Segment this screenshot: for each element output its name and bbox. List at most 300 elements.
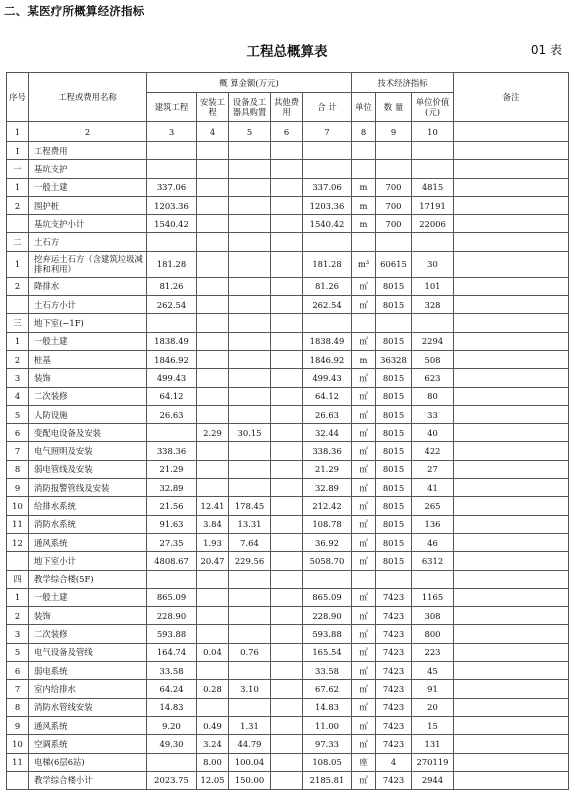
row-other (271, 277, 303, 295)
row-equipment: 13.31 (229, 515, 271, 533)
row-unit (352, 570, 376, 588)
row-construction: 1203.36 (147, 196, 197, 214)
row-install: 3.24 (197, 735, 229, 753)
row-install (197, 442, 229, 460)
row-equipment (229, 588, 271, 606)
row-install: 1.93 (197, 533, 229, 551)
row-qty: 700 (376, 178, 412, 196)
row-qty: 8015 (376, 296, 412, 314)
row-total: 2185.81 (303, 771, 352, 789)
row-total (303, 160, 352, 178)
row-equipment (229, 625, 271, 643)
row-construction: 1846.92 (147, 350, 197, 368)
row-equipment: 178.45 (229, 497, 271, 515)
table-row (7, 753, 569, 771)
row-remarks (454, 142, 569, 160)
table-row (7, 387, 569, 405)
column-number: 6 (271, 122, 303, 142)
row-total: 1540.42 (303, 215, 352, 233)
header-install: 安装工程 (197, 93, 229, 122)
row-total: 338.36 (303, 442, 352, 460)
row-equipment (229, 142, 271, 160)
row-name: 一般土建 (29, 178, 147, 196)
row-unit: ㎡ (352, 716, 376, 734)
row-construction: 181.28 (147, 251, 197, 277)
row-other (271, 442, 303, 460)
header-equipment: 设备及工器具购置 (229, 93, 271, 122)
row-other (271, 178, 303, 196)
row-qty: 8015 (376, 515, 412, 533)
row-other (271, 588, 303, 606)
row-seq: 2 (7, 196, 29, 214)
row-unit-price (412, 570, 454, 588)
row-seq: 6 (7, 424, 29, 442)
row-construction: 81.26 (147, 277, 197, 295)
row-remarks (454, 215, 569, 233)
row-equipment (229, 332, 271, 350)
row-unit-price: 6312 (412, 552, 454, 570)
row-qty (376, 160, 412, 178)
row-seq: 2 (7, 607, 29, 625)
table-row (7, 442, 569, 460)
row-unit-price: 1165 (412, 588, 454, 606)
row-install (197, 251, 229, 277)
row-unit-price (412, 314, 454, 332)
row-seq: 9 (7, 716, 29, 734)
row-name: 弱电系统 (29, 662, 147, 680)
row-remarks (454, 424, 569, 442)
row-construction: 1540.42 (147, 215, 197, 233)
row-seq: 10 (7, 735, 29, 753)
row-equipment: 1.31 (229, 716, 271, 734)
row-install (197, 178, 229, 196)
row-unit: ㎡ (352, 369, 376, 387)
row-install (197, 296, 229, 314)
row-install (197, 387, 229, 405)
row-construction (147, 424, 197, 442)
table-row (7, 497, 569, 515)
row-name: 二次装修 (29, 625, 147, 643)
row-install (197, 277, 229, 295)
row-unit (352, 142, 376, 160)
row-unit: 座 (352, 753, 376, 771)
row-unit: ㎡ (352, 460, 376, 478)
table-row (7, 369, 569, 387)
row-install (197, 160, 229, 178)
row-other (271, 643, 303, 661)
row-qty: 8015 (376, 369, 412, 387)
row-remarks (454, 369, 569, 387)
row-other (271, 387, 303, 405)
row-other (271, 662, 303, 680)
row-other (271, 753, 303, 771)
row-total: 181.28 (303, 251, 352, 277)
row-equipment: 7.64 (229, 533, 271, 551)
row-unit: ㎡ (352, 277, 376, 295)
row-qty: 7423 (376, 771, 412, 789)
row-construction (147, 233, 197, 251)
row-unit-price: 623 (412, 369, 454, 387)
row-equipment (229, 178, 271, 196)
table-row (7, 196, 569, 214)
row-remarks (454, 196, 569, 214)
row-seq: 9 (7, 479, 29, 497)
column-number: 9 (376, 122, 412, 142)
row-seq: 5 (7, 643, 29, 661)
row-total: 32.44 (303, 424, 352, 442)
row-total: 593.88 (303, 625, 352, 643)
row-total: 97.33 (303, 735, 352, 753)
row-unit-price: 2944 (412, 771, 454, 789)
row-remarks (454, 442, 569, 460)
row-install: 0.49 (197, 716, 229, 734)
row-other (271, 251, 303, 277)
table-row (7, 178, 569, 196)
table-row (7, 662, 569, 680)
row-remarks (454, 716, 569, 734)
table-row (7, 570, 569, 588)
row-remarks (454, 515, 569, 533)
row-qty: 8015 (376, 479, 412, 497)
table-row (7, 160, 569, 178)
row-unit-price: 30 (412, 251, 454, 277)
row-qty (376, 233, 412, 251)
row-total: 1203.36 (303, 196, 352, 214)
column-number: 2 (29, 122, 147, 142)
row-qty: 36328 (376, 350, 412, 368)
row-seq: 1 (7, 251, 29, 277)
table-row (7, 607, 569, 625)
row-other (271, 497, 303, 515)
row-remarks (454, 753, 569, 771)
row-remarks (454, 680, 569, 698)
row-total (303, 314, 352, 332)
row-other (271, 233, 303, 251)
row-construction: 262.54 (147, 296, 197, 314)
row-qty: 60615 (376, 251, 412, 277)
row-name: 地下室小计 (29, 552, 147, 570)
row-equipment (229, 296, 271, 314)
row-unit-price (412, 160, 454, 178)
row-total: 21.29 (303, 460, 352, 478)
row-install (197, 233, 229, 251)
table-row (7, 405, 569, 423)
row-equipment: 0.76 (229, 643, 271, 661)
row-other (271, 625, 303, 643)
row-name: 二次装修 (29, 387, 147, 405)
row-construction (147, 314, 197, 332)
row-remarks (454, 160, 569, 178)
header-construction: 建筑工程 (147, 93, 197, 122)
row-remarks (454, 350, 569, 368)
row-total: 212.42 (303, 497, 352, 515)
row-unit-price: 17191 (412, 196, 454, 214)
row-remarks (454, 479, 569, 497)
row-qty: 8015 (376, 552, 412, 570)
table-row (7, 552, 569, 570)
row-construction: 33.58 (147, 662, 197, 680)
row-equipment (229, 251, 271, 277)
row-qty: 7423 (376, 588, 412, 606)
table-row (7, 515, 569, 533)
row-construction: 164.74 (147, 643, 197, 661)
row-unit-price: 422 (412, 442, 454, 460)
row-install (197, 698, 229, 716)
table-row (7, 215, 569, 233)
row-qty: 8015 (376, 387, 412, 405)
row-name: 空调系统 (29, 735, 147, 753)
row-total: 5058.70 (303, 552, 352, 570)
row-install: 8.00 (197, 753, 229, 771)
row-seq: 6 (7, 662, 29, 680)
row-install (197, 479, 229, 497)
header-remarks: 备注 (454, 73, 569, 122)
row-unit-price: 40 (412, 424, 454, 442)
row-unit: ㎡ (352, 533, 376, 551)
row-install: 3.84 (197, 515, 229, 533)
row-construction: 64.24 (147, 680, 197, 698)
row-install (197, 570, 229, 588)
column-number-row (7, 122, 569, 142)
row-remarks (454, 735, 569, 753)
row-unit-price: 80 (412, 387, 454, 405)
row-equipment: 150.00 (229, 771, 271, 789)
row-seq: 2 (7, 350, 29, 368)
row-unit: ㎡ (352, 442, 376, 460)
row-name: 变配电设备及安装 (29, 424, 147, 442)
row-unit: ㎡ (352, 387, 376, 405)
row-install: 0.28 (197, 680, 229, 698)
row-seq: 11 (7, 515, 29, 533)
row-construction: 49.30 (147, 735, 197, 753)
row-construction: 14.83 (147, 698, 197, 716)
row-other (271, 160, 303, 178)
header-unit: 单位 (352, 93, 376, 122)
row-seq: 1 (7, 588, 29, 606)
row-seq (7, 552, 29, 570)
row-remarks (454, 533, 569, 551)
row-total: 337.06 (303, 178, 352, 196)
table-row (7, 479, 569, 497)
row-other (271, 607, 303, 625)
row-name: 装饰 (29, 607, 147, 625)
row-qty: 7423 (376, 643, 412, 661)
row-equipment (229, 570, 271, 588)
row-name: 挖弃运土石方（含建筑垃圾减排和利用） (29, 251, 147, 277)
row-construction: 337.06 (147, 178, 197, 196)
row-other (271, 405, 303, 423)
row-install (197, 332, 229, 350)
row-construction: 9.20 (147, 716, 197, 734)
table-row (7, 314, 569, 332)
row-remarks (454, 332, 569, 350)
row-total: 865.09 (303, 588, 352, 606)
row-unit-price: 508 (412, 350, 454, 368)
row-remarks (454, 607, 569, 625)
row-seq (7, 296, 29, 314)
row-unit: ㎡ (352, 424, 376, 442)
row-unit (352, 160, 376, 178)
row-unit-price: 265 (412, 497, 454, 515)
row-qty (376, 570, 412, 588)
row-install (197, 215, 229, 233)
row-remarks (454, 570, 569, 588)
row-unit-price: 46 (412, 533, 454, 551)
row-equipment (229, 387, 271, 405)
row-install (197, 369, 229, 387)
row-install: 12.41 (197, 497, 229, 515)
row-total: 165.54 (303, 643, 352, 661)
row-qty: 8015 (376, 460, 412, 478)
row-name: 地下室(−1F) (29, 314, 147, 332)
row-total: 11.00 (303, 716, 352, 734)
row-seq: 3 (7, 369, 29, 387)
row-unit-price: 33 (412, 405, 454, 423)
row-remarks (454, 625, 569, 643)
row-seq: 11 (7, 753, 29, 771)
row-construction: 21.56 (147, 497, 197, 515)
row-unit: ㎡ (352, 625, 376, 643)
row-other (271, 142, 303, 160)
row-equipment (229, 215, 271, 233)
row-total (303, 570, 352, 588)
row-name: 教学综合楼(5F) (29, 570, 147, 588)
row-qty: 8015 (376, 497, 412, 515)
row-other (271, 296, 303, 314)
row-unit-price: 2294 (412, 332, 454, 350)
column-number: 1 (7, 122, 29, 142)
row-equipment: 3.10 (229, 680, 271, 698)
row-unit-price: 328 (412, 296, 454, 314)
row-unit-price (412, 142, 454, 160)
row-other (271, 515, 303, 533)
table-row (7, 424, 569, 442)
row-remarks (454, 643, 569, 661)
row-remarks (454, 552, 569, 570)
page-title: 工程总概算表 (246, 44, 328, 60)
row-remarks (454, 588, 569, 606)
row-unit: m (352, 178, 376, 196)
row-name: 基坑支护 (29, 160, 147, 178)
row-unit: m³ (352, 251, 376, 277)
header-tech-group: 技术经济指标 (352, 73, 454, 93)
row-install (197, 662, 229, 680)
section-heading: 二、某医疗所概算经济指标 (4, 4, 145, 18)
row-qty (376, 142, 412, 160)
row-unit-price: 4815 (412, 178, 454, 196)
row-name: 土石方 (29, 233, 147, 251)
row-total: 67.62 (303, 680, 352, 698)
row-unit: ㎡ (352, 607, 376, 625)
table-row (7, 296, 569, 314)
row-total (303, 142, 352, 160)
row-equipment (229, 442, 271, 460)
row-unit-price: 270119 (412, 753, 454, 771)
row-qty: 8015 (376, 424, 412, 442)
row-unit: ㎡ (352, 497, 376, 515)
row-construction: 228.90 (147, 607, 197, 625)
row-construction: 91.63 (147, 515, 197, 533)
row-seq: 三 (7, 314, 29, 332)
row-total: 108.78 (303, 515, 352, 533)
row-name: 弱电管线及安装 (29, 460, 147, 478)
row-qty: 4 (376, 753, 412, 771)
row-remarks (454, 178, 569, 196)
row-total: 262.54 (303, 296, 352, 314)
header-budget-group: 概 算金额(万元) (147, 73, 352, 93)
row-unit-price: 136 (412, 515, 454, 533)
row-unit: m (352, 196, 376, 214)
row-install (197, 405, 229, 423)
row-unit: ㎡ (352, 552, 376, 570)
row-seq: 5 (7, 405, 29, 423)
row-name: 围护桩 (29, 196, 147, 214)
row-construction: 338.36 (147, 442, 197, 460)
row-total: 32.89 (303, 479, 352, 497)
row-install (197, 314, 229, 332)
row-other (271, 479, 303, 497)
header-name: 工程或费用名称 (29, 73, 147, 122)
row-install: 0.04 (197, 643, 229, 661)
row-qty: 8015 (376, 277, 412, 295)
row-seq (7, 771, 29, 789)
table-row (7, 277, 569, 295)
row-install (197, 142, 229, 160)
row-other (271, 716, 303, 734)
row-name: 教学综合楼小计 (29, 771, 147, 789)
row-other (271, 698, 303, 716)
row-unit-price: 101 (412, 277, 454, 295)
row-other (271, 570, 303, 588)
row-equipment (229, 160, 271, 178)
table-row (7, 716, 569, 734)
row-total: 81.26 (303, 277, 352, 295)
row-construction: 21.29 (147, 460, 197, 478)
row-qty: 7423 (376, 625, 412, 643)
row-name: 消防水管线安装 (29, 698, 147, 716)
row-equipment (229, 479, 271, 497)
table-number: 01 表 (530, 43, 562, 57)
row-construction: 32.89 (147, 479, 197, 497)
row-unit: ㎡ (352, 680, 376, 698)
table-row (7, 142, 569, 160)
row-unit: ㎡ (352, 296, 376, 314)
row-remarks (454, 460, 569, 478)
budget-table (6, 72, 569, 790)
header-qty: 数 量 (376, 93, 412, 122)
column-number: 7 (303, 122, 352, 142)
table-row (7, 350, 569, 368)
row-other (271, 552, 303, 570)
row-construction (147, 753, 197, 771)
row-name: 基坑支护小计 (29, 215, 147, 233)
row-equipment: 100.04 (229, 753, 271, 771)
row-equipment (229, 460, 271, 478)
row-seq: Ⅰ (7, 142, 29, 160)
row-construction: 4808.67 (147, 552, 197, 570)
row-equipment (229, 405, 271, 423)
row-install (197, 588, 229, 606)
row-unit: ㎡ (352, 332, 376, 350)
row-unit-price (412, 233, 454, 251)
row-install (197, 196, 229, 214)
row-other (271, 424, 303, 442)
row-total: 36.92 (303, 533, 352, 551)
table-row (7, 460, 569, 478)
row-total: 108.05 (303, 753, 352, 771)
column-number (454, 122, 569, 142)
row-other (271, 332, 303, 350)
